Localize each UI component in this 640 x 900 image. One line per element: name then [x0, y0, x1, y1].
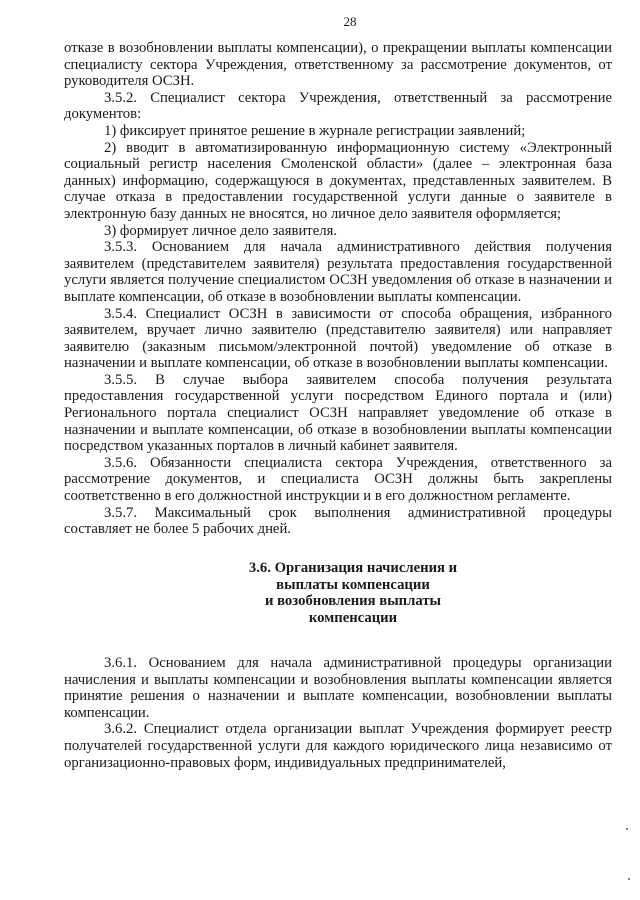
paragraph: отказе в возобновлении выплаты компенсации), о прекращении выплаты компенсации специалисту сектора Учреждения, ответственному за рассмотрение документов, от руководителя ОСЗН.: [64, 40, 612, 90]
section-3-6-text: [64, 655, 612, 771]
paragraph: 3.5.6. Обязанности специалиста сектора Учреждения, ответственного за рассмотрение документов, и специалиста ОСЗН должны быть закреплены соответственно в его должностной инструкции и в его должностном регламенте.: [64, 454, 612, 505]
scan-speck: [626, 828, 628, 830]
section-3-5-text: [64, 40, 612, 538]
heading-line: и возобновления выплаты: [264, 593, 442, 610]
paragraph: 3.5.5. В случае выбора заявителем способа получения результата предоставления государственной услуги посредством Единого портала и (или) Регионального портала специалист ОСЗН направляет уведомление об отказе в назначении и выплате компенсации, об отказе в возобновлении выплаты компенсации посредством указанных порталов в личный кабинет заявителя.: [64, 371, 612, 455]
heading-line: компенсации: [308, 610, 398, 627]
paragraph: 3.6.1. Основанием для начала административной процедуры организации начисления и выплаты компенсации и возобновления выплаты компенсации является принятие решения о назначении и выплате компенсации, возобновлении выплаты компенсации.: [64, 655, 612, 721]
paragraph: 3.5.3. Основанием для начала административного действия получения заявителем (представителем заявителя) результата предоставления государственной услуги является получение специалистом ОСЗН уведомления об отказе в назначении и выплате компенсации, об отказе в возобновлении выплаты компенсации.: [64, 239, 612, 305]
paragraph: 3.5.7. Максимальный срок выполнения административной процедуры составляет не более 5 рабочих дней.: [64, 504, 612, 538]
heading-line: выплаты компенсации: [276, 576, 430, 593]
page-number: 28: [343, 14, 357, 29]
list-item: 2) вводит в автоматизированную информационную систему «Электронный социальный регистр населения Смоленской области» (далее – электронная база данных) информацию, содержащуюся в документах, представленных заявителем. В случае отказа в предоставлении государственной услуги данные о заявителе в электронную базу данных не вносятся, но личное дело заявителя оформляется;: [64, 139, 612, 222]
list-item: 1) фиксирует принятое решение в журнале регистрации заявлений;: [104, 122, 526, 139]
paragraph: 3.5.4. Специалист ОСЗН в зависимости от способа обращения, избранного заявителем, вручает лично заявителю (представителю заявителя) или направляет заявителю (заказным письмом/электронной почтой) уведомление об отказе в назначении и выплате компенсации, об отказе в возобновлении выплаты компенсации.: [64, 305, 612, 372]
scan-speck: [628, 878, 630, 880]
paragraph: 3.5.2. Специалист сектора Учреждения, ответственный за рассмотрение документов:: [64, 89, 612, 123]
paragraph: 3.6.2. Специалист отдела организации выплат Учреждения формирует реестр получателей государственной услуги для каждого юридического лица независимо от организационно-правовых форм, индивидуальных предпринимателей,: [64, 721, 612, 771]
section-heading: [64, 560, 612, 627]
heading-line: 3.6. Организация начисления и: [248, 559, 458, 576]
list-item: 3) формирует личное дело заявителя.: [104, 222, 338, 239]
